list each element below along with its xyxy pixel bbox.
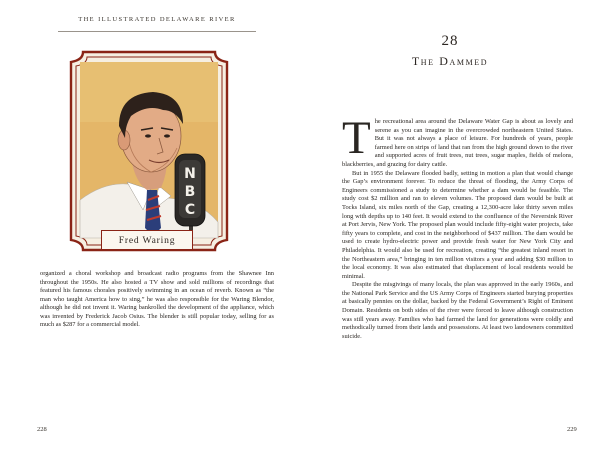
page-number-left: 228 — [37, 426, 47, 433]
mic-letter: N — [184, 166, 196, 182]
drop-cap: T — [342, 112, 371, 164]
running-head: THE ILLUSTRATED DELAWARE RIVER — [78, 16, 236, 23]
nbc-microphone — [175, 154, 205, 226]
paragraph-2: But in 1955 the Delaware flooded badly, setting in motion a plan that would change the Gap’s environment forever. To reduce the threat of flooding, the Army Corps of Engineers commissioned a study to determine whether a dam would be feasible. The study cost $2 million and ran to eleven volumes. The proposed dam would be built at Tocks Island, six miles north of the Gap, creating a 12,300-acre lake thirty seven miles long with depths up to 140 feet. It would extend to the confluence of the Neversink River at Port Jervis, New York. The proposed plan would include fifty-eight water projects, take fifty years to complete, and cost in the neighborhood of $437 million. The dam would be used to create hydro-electric power and provide fresh water for New York City and Philadelphia. It would also be used for recreation, creating “the greatest inland resort in the Northeastern area,” bringing in ten million visitors a year and adding $30 million to the local economy. It was also estimated that displacement of local residents would be minimal. — [342, 169, 573, 280]
chapter-title: The Dammed — [411, 54, 489, 68]
right-page — [300, 0, 600, 450]
paragraph-1-text: he recreational area around the Delaware Water Gap is about as lovely and serene as you can imagine in the overcrowded northeastern United States. But it was not always a place of leisure. For hundreds of years, people farmed here on strips of land that ran from the high ground down to the river and supported acres of fruit trees, nut trees, sugar maples, fields of melons, blackberries, and grazing for dairy cattle. — [342, 118, 573, 168]
portrait-caption: Fred Waring — [101, 230, 193, 250]
portrait-illustration — [69, 50, 229, 252]
left-paragraph: organized a choral workshop and broadcast radio programs from the Shawnee Inn throughout the 1950s. He also hosted a TV show and sold millions of recordings that featured his famous chorales positively swimming in an ocean of reverb. Known as “the man who taught America how to sing,” he was also responsible for the Waring Blendor, although he did not invent it. Waring bankrolled the development of the appliance, which was invented by Frederick Jacob Osius. The blender is still popular today, selling for as much as $287 for a commercial model. — [40, 270, 274, 329]
paragraph-3: Despite the misgivings of many locals, the plan was approved in the early 1960s, and the National Park Service and the US Army Corps of Engineers started burying properties at basically pennies on the dollar, backed by the Federal Government’s Right of Eminent Domain. Residents on both sides of the river were forced to leave although construction was still years away. Families who had farmed the land for generations were coldly and methodically turned from their lands and possessions. At least two landowners committed suicide. — [342, 281, 573, 340]
chapter-number: 28 — [441, 33, 459, 49]
mic-letter: C — [184, 202, 196, 218]
page-number-right: 229 — [567, 426, 577, 433]
running-head-rule — [58, 31, 256, 32]
right-body-text — [342, 112, 573, 341]
paragraph-1 — [342, 112, 573, 170]
portrait-svg — [69, 50, 229, 252]
mic-letter: B — [184, 184, 196, 200]
left-body-text — [40, 270, 274, 330]
